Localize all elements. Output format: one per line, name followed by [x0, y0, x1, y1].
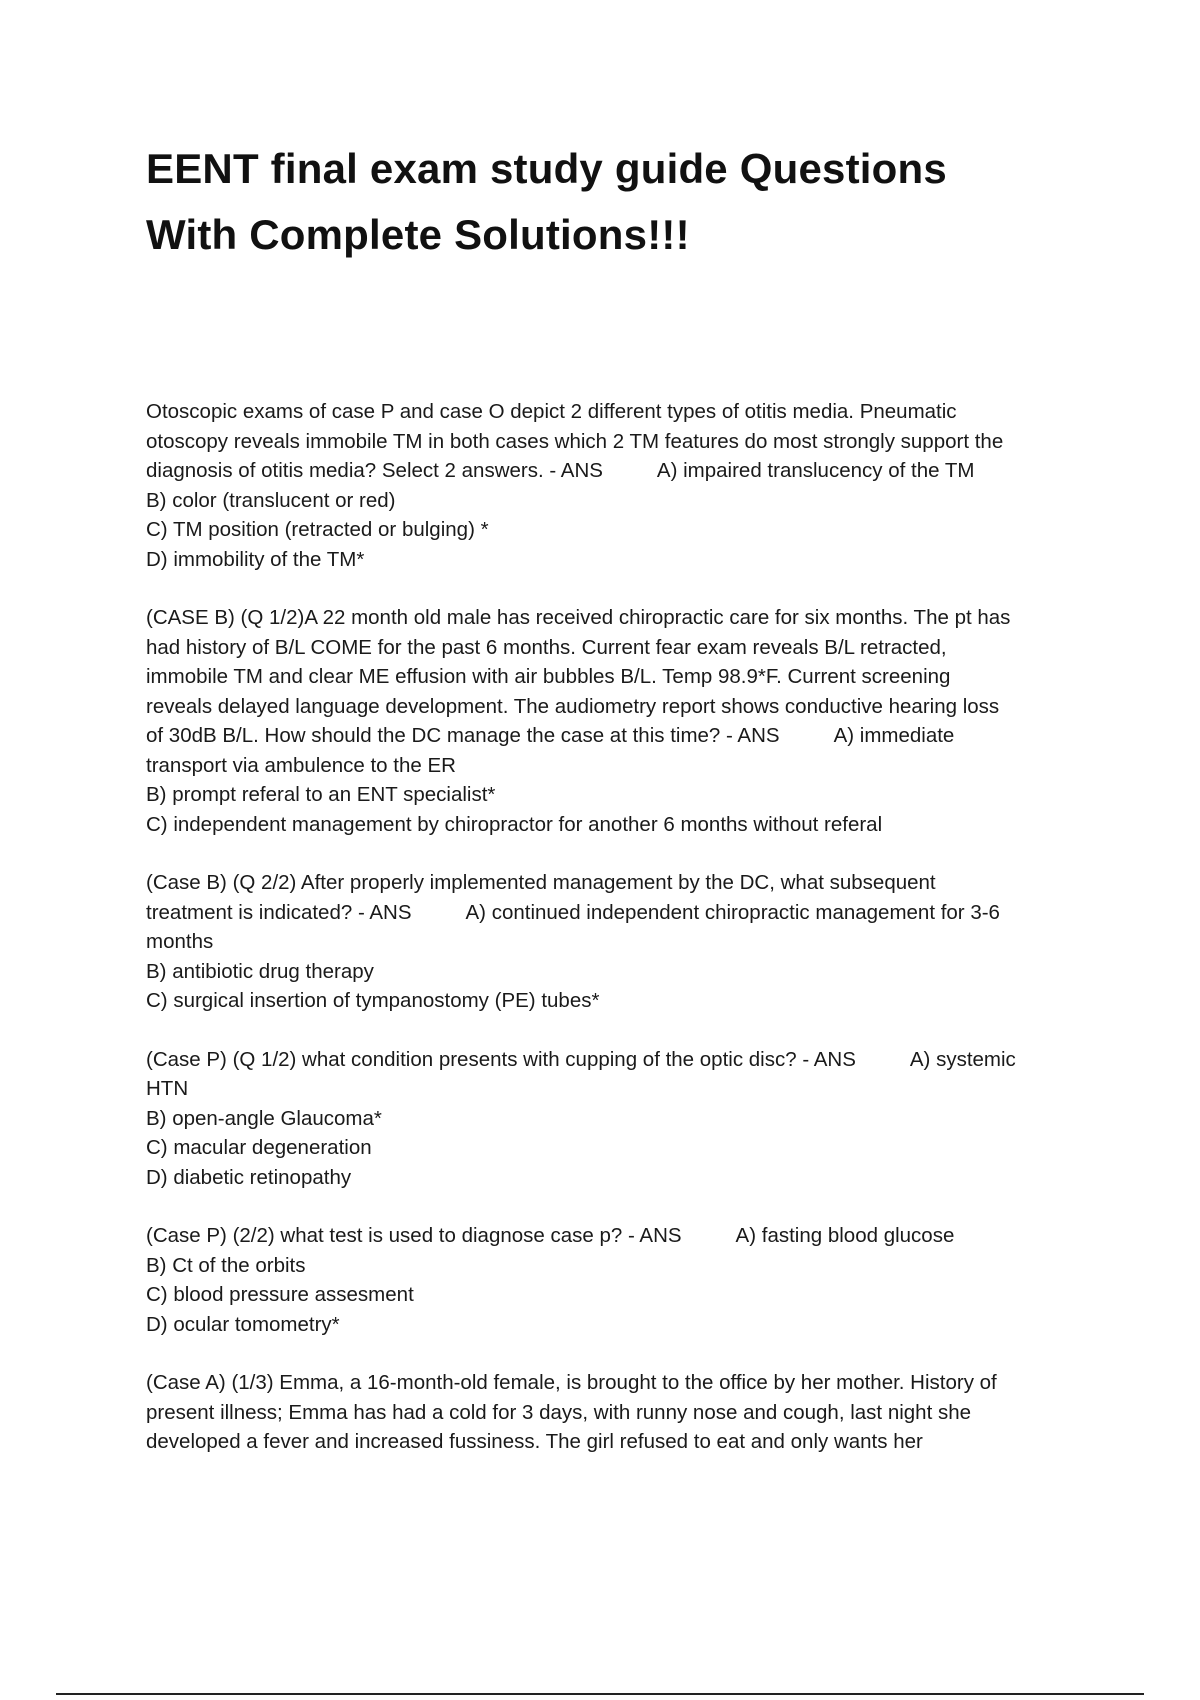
- question-line: [146, 898, 1092, 928]
- question-line: D) ocular tomometry*: [146, 1312, 340, 1336]
- question-line: months: [146, 930, 214, 953]
- question-line: Otoscopic exams of case P and case O depict 2 different types of otitis media. Pneumatic: [146, 400, 957, 423]
- question-line: immobile TM and clear ME effusion with air bubbles B/L. Temp 98.9*F. Current screening: [146, 665, 951, 688]
- question-line: [146, 1221, 1092, 1251]
- question-line: B) antibiotic drug therapy: [146, 959, 374, 983]
- question-line: [146, 721, 1092, 751]
- question-line: B) Ct of the orbits: [146, 1253, 306, 1277]
- title-line: With Complete Solutions!!!: [146, 211, 690, 258]
- question-line: C) independent management by chiropractor for another 6 months without referal: [146, 812, 883, 836]
- question-line: [146, 456, 1092, 486]
- question-list: [146, 397, 1092, 1486]
- question-block: [146, 603, 1092, 839]
- question-text: (Case P) (2/2) what test is used to diagnose case p? - ANS: [146, 1224, 682, 1247]
- question-line: C) blood pressure assesment: [146, 1283, 414, 1306]
- question-line: D) diabetic retinopathy: [146, 1165, 352, 1189]
- question-line: (CASE B) (Q 1/2)A 22 month old male has received chiropractic care for six months. The pt has: [146, 606, 1011, 629]
- question-line: D) immobility of the TM*: [146, 547, 365, 571]
- answer-option: A) impaired translucency of the TM: [656, 459, 975, 482]
- question-line: B) open-angle Glaucoma*: [146, 1106, 382, 1130]
- question-line: reveals delayed language development. The audiometry report shows conductive hearing loss: [146, 694, 1000, 718]
- question-text: treatment is indicated? - ANS: [146, 900, 412, 924]
- answer-option: A) fasting blood glucose: [735, 1224, 955, 1247]
- question-line: C) TM position (retracted or bulging) *: [146, 518, 489, 541]
- question-line: developed a fever and increased fussiness. The girl refused to eat and only wants her: [146, 1430, 923, 1453]
- question-line: (Case B) (Q 2/2) After properly implemented management by the DC, what subsequent: [146, 871, 936, 894]
- question-block: [146, 1368, 1092, 1457]
- question-line: C) macular degeneration: [146, 1136, 372, 1159]
- document-title: [146, 136, 1106, 268]
- question-block: [146, 1221, 1092, 1339]
- question-line: present illness; Emma has had a cold for 3 days, with runny nose and cough, last night she: [146, 1400, 972, 1424]
- question-block: [146, 397, 1092, 574]
- footer-rule: [56, 1693, 1144, 1695]
- question-text: of 30dB B/L. How should the DC manage the case at this time? - ANS: [146, 724, 780, 747]
- question-line: transport via ambulence to the ER: [146, 753, 456, 777]
- answer-option: A) systemic: [909, 1047, 1016, 1071]
- answer-option: A) continued independent chiropractic management for 3-6: [465, 900, 1000, 924]
- answer-option: A) immediate: [833, 724, 955, 747]
- question-line: (Case A) (1/3) Emma, a 16-month-old female, is brought to the office by her mother. History of: [146, 1371, 997, 1394]
- question-line: [146, 1045, 1092, 1075]
- question-line: had history of B/L COME for the past 6 months. Current fear exam reveals B/L retracted,: [146, 635, 947, 659]
- question-block: [146, 868, 1092, 1016]
- question-line: B) color (translucent or red): [146, 488, 396, 512]
- question-block: [146, 1045, 1092, 1193]
- question-line: otoscopy reveals immobile TM in both cases which 2 TM features do most strongly support the: [146, 429, 1004, 453]
- question-text: diagnosis of otitis media? Select 2 answers. - ANS: [146, 459, 603, 482]
- question-line: HTN: [146, 1077, 189, 1100]
- question-line: B) prompt referal to an ENT specialist*: [146, 783, 496, 806]
- question-text: (Case P) (Q 1/2) what condition presents with cupping of the optic disc? - ANS: [146, 1047, 856, 1071]
- question-line: C) surgical insertion of tympanostomy (PE) tubes*: [146, 989, 600, 1012]
- title-line: EENT final exam study guide Questions: [146, 145, 947, 192]
